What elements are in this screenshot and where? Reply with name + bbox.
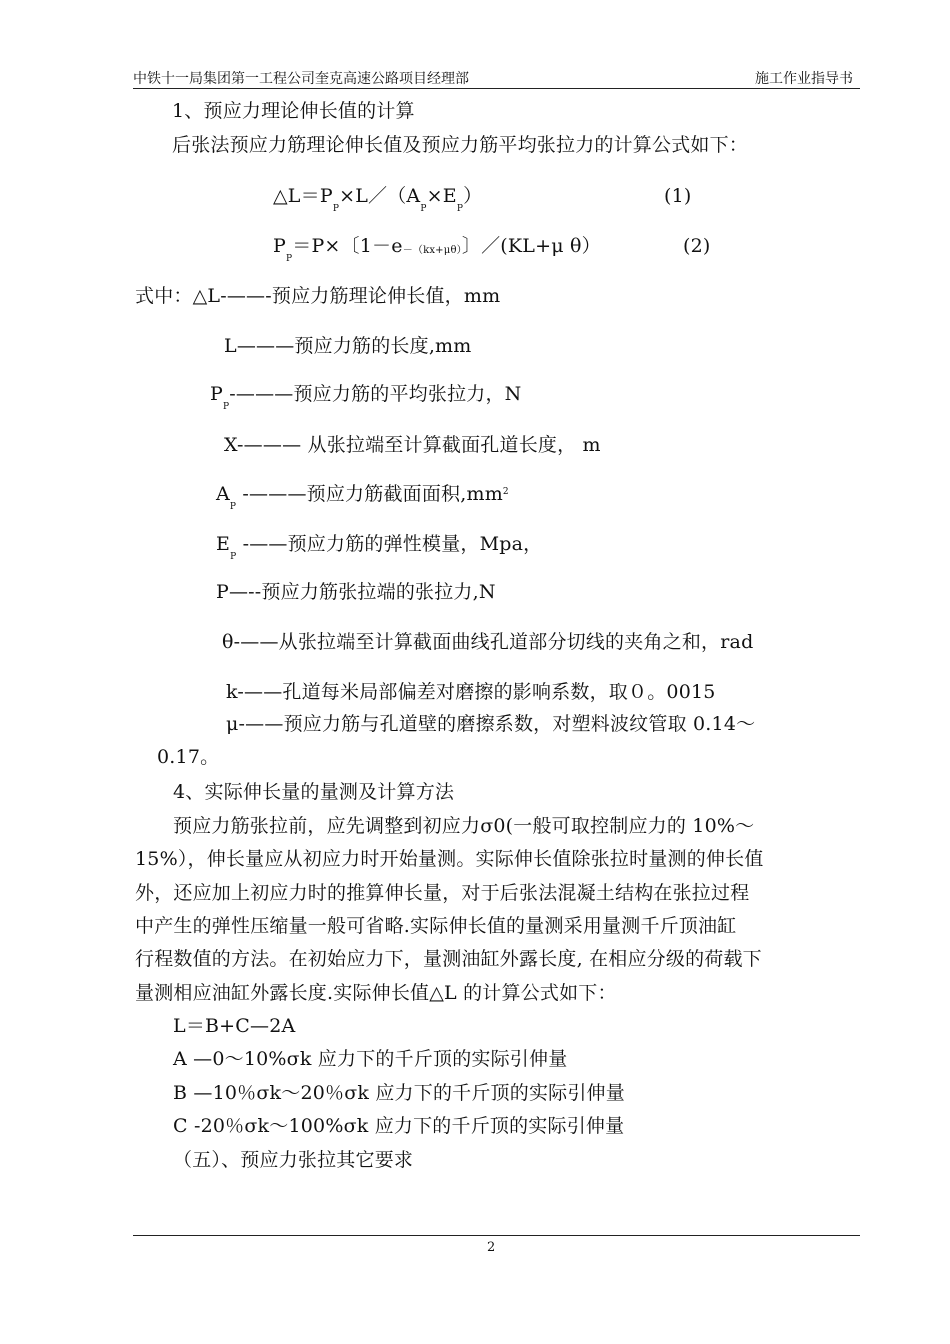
where-mu: μ-——预应力筋与孔道壁的磨擦系数，对塑料波纹管取 0.14～	[226, 713, 756, 735]
section-heading-5: （五）、预应力张拉其它要求	[173, 1149, 414, 1171]
formula-1: $\triangle L=P_P\times L/(A_P\times E_P)$	[273, 185, 483, 214]
paragraph-line-2: 15%），伸长量应从初应力时开始量测。实际伸长值除张拉时量测的伸长值	[135, 848, 764, 870]
header-right: 施工作业指导书	[755, 71, 853, 87]
paragraph-line-1: 预应力筋张拉前，应先调整到初应力σ0(一般可取控制应力的 10%～	[173, 815, 755, 837]
section-heading-4: 4、实际伸长量的量测及计算方法	[173, 781, 455, 803]
paragraph-line-3: 外，还应加上初应力时的推算伸长量，对于后张法混凝土结构在张拉过程	[135, 882, 750, 904]
paragraph-line-4: 中产生的弹性压缩量一般可省略.实际伸长值的量测采用量测千斤顶油缸	[135, 915, 737, 937]
definition-a: A —0～10%σk 应力下的千斤顶的实际引伸量	[173, 1048, 568, 1070]
formula-1-number: (1)	[664, 185, 692, 207]
where-p: P—--预应力筋张拉端的张拉力,N	[216, 581, 496, 603]
header-rule	[133, 88, 860, 89]
section-heading-1: 1、预应力理论伸长值的计算	[172, 100, 415, 122]
paragraph-line-5: 行程数值的方法。在初始应力下，量测油缸外露长度, 在相应分级的荷载下	[135, 948, 762, 970]
equation-actual-elongation: L＝B+C—2A	[173, 1015, 296, 1037]
page-number: 2	[487, 1240, 496, 1255]
where-mu-continued: 0.17。	[157, 746, 220, 768]
definition-c: C -20％σk～100%σk 应力下的千斤顶的实际引伸量	[173, 1115, 625, 1137]
formula-2-number: (2)	[683, 235, 711, 257]
definition-b: B —10％σk～20％σk 应力下的千斤顶的实际引伸量	[173, 1082, 625, 1104]
where-theta: θ-——从张拉端至计算截面曲线孔道部分切线的夹角之和，rad	[222, 631, 754, 653]
where-delta-l: 式中：△L-——-预应力筋理论伸长值，mm	[135, 285, 501, 307]
where-l: L———预应力筋的长度,mm	[224, 335, 472, 357]
where-pp: $P_P-———$预应力筋的平均张拉力，N	[210, 383, 522, 412]
footer-rule	[133, 1235, 860, 1236]
where-k: k-——孔道每米局部偏差对磨擦的影响系数，取０。0015	[226, 681, 716, 703]
where-x: X-——— 从张拉端至计算截面孔道长度， m	[224, 434, 601, 456]
where-ep: $E_P$ -——预应力筋的弹性模量，Mpa，	[216, 533, 543, 562]
paragraph-line-6: 量测相应油缸外露长度.实际伸长值△L 的计算公式如下：	[135, 982, 617, 1004]
header-left: 中铁十一局集团第一工程公司奎克高速公路项目经理部	[133, 71, 469, 87]
intro-text: 后张法预应力筋理论伸长值及预应力筋平均张拉力的计算公式如下：	[172, 134, 749, 156]
formula-2: $P_P=P\times$〔1－e－（kx+μθ）〕／(KL+μ θ）	[273, 235, 601, 264]
where-ap: $A_P$ -———预应力筋截面面积$,mm^2$	[216, 483, 509, 512]
